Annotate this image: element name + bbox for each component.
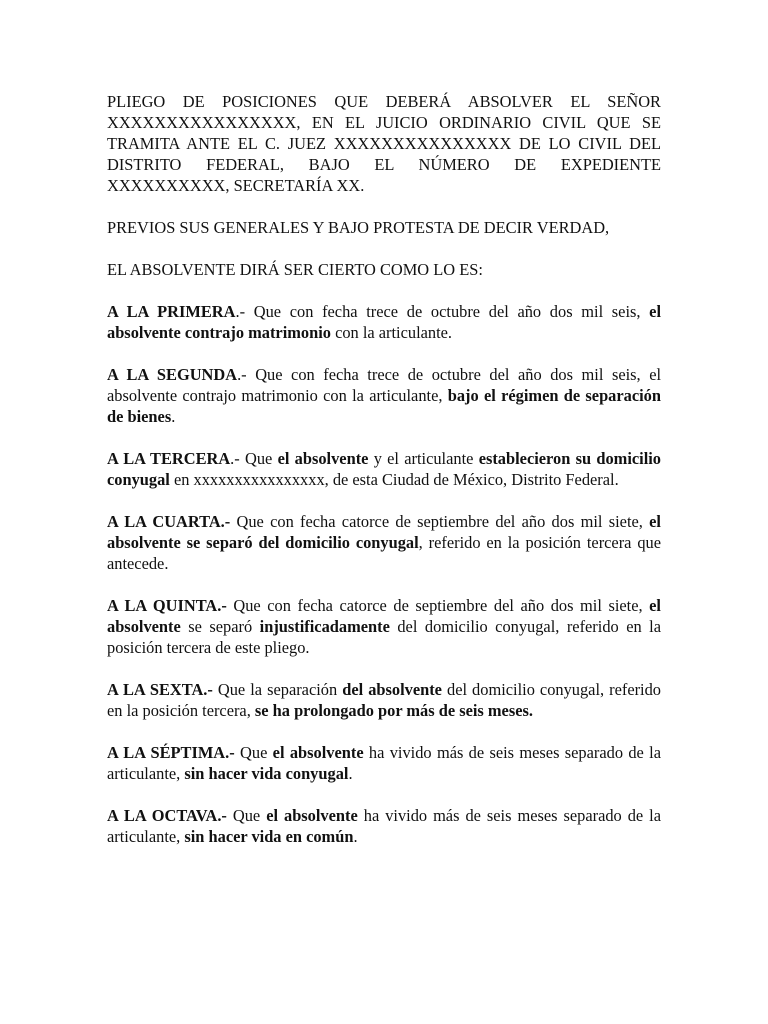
position-quinta (107, 595, 661, 658)
intro-text: EL ABSOLVENTE DIRÁ SER CIERTO COMO LO ES: (107, 260, 483, 279)
position-emphasis: el absolvente (266, 806, 358, 825)
position-text: y el articulante (368, 449, 479, 468)
position-text: , referido en la posición tercera que antecede. (107, 533, 661, 573)
position-text: del domicilio conyugal, referido en la posición tercera de este pliego. (107, 617, 661, 657)
position-emphasis: bajo el régimen de separación de bienes (107, 386, 661, 426)
position-text: Que con fecha catorce de septiembre del año dos mil siete, (226, 596, 650, 615)
position-segunda (107, 364, 661, 427)
position-label: A LA SEGUNDA (107, 365, 238, 384)
position-text: Que (226, 806, 267, 825)
position-text: Que (234, 743, 273, 762)
position-text: ha vivido más de seis meses separado de la articulante, (107, 743, 661, 783)
position-emphasis: el absolvente (277, 449, 369, 468)
position-emphasis: se ha prolongado por más de seis meses. (254, 701, 533, 720)
position-text: con la articulante. (330, 323, 453, 342)
position-text: Que con fecha trece de octubre del año dos mil seis, el absolvente contrajo matrimonio con la articulante, (107, 365, 662, 405)
position-sexta (107, 679, 661, 721)
position-text: Que la separación (212, 680, 343, 699)
position-text: en xxxxxxxxxxxxxxxx, de esta Ciudad de México, Distrito Federal. (169, 470, 619, 489)
position-label: A LA OCTAVA.- (107, 806, 227, 825)
position-text: . (353, 827, 358, 846)
position-primera (107, 301, 661, 343)
preamble-text: PREVIOS SUS GENERALES Y BAJO PROTESTA DE DECIR VERDAD, (107, 218, 610, 237)
position-text: del domicilio conyugal, referido en la posición tercera, (107, 680, 662, 720)
position-cuarta (107, 511, 661, 574)
position-text: Que (245, 449, 278, 468)
document-heading: PLIEGO DE POSICIONES QUE DEBERÁ ABSOLVER EL SEÑOR XXXXXXXXXXXXXXXX, EN EL JUICIO ORDINARIO CIVIL QUE SE TRAMITA ANTE EL C. JUEZ XXXXXXXXXXXXXXX DE LO CIVIL DEL DISTRITO FEDERAL, BAJO EL NÚMERO DE EXPEDIENTE XXXXXXXXXX, SECRETARÍA XX. (107, 92, 661, 195)
position-tercera (107, 448, 661, 490)
position-septima (107, 742, 661, 784)
position-text: Que con fecha trece de octubre del año dos mil seis, (253, 302, 650, 321)
position-emphasis: el absolvente (272, 743, 364, 762)
position-label: A LA QUINTA.- (107, 596, 227, 615)
position-emphasis: sin hacer vida en común (184, 827, 354, 846)
position-emphasis: del absolvente (342, 680, 442, 699)
position-text: . (171, 407, 176, 426)
position-label: A LA CUARTA.- (107, 512, 231, 531)
position-emphasis: sin hacer vida conyugal (184, 764, 349, 783)
position-octava (107, 805, 661, 847)
position-emphasis: el absolvente (107, 596, 661, 636)
position-text: Que con fecha catorce de septiembre del año dos mil siete, (230, 512, 650, 531)
position-emphasis: establecieron su domicilio conyugal (107, 449, 662, 489)
position-label: A LA TERCERA (107, 449, 231, 468)
position-emphasis: el absolvente contrajo matrimonio (107, 302, 662, 342)
position-emphasis: el absolvente se separó del domicilio conyugal (107, 512, 661, 552)
position-label: A LA SEXTA.- (107, 680, 213, 699)
position-emphasis: injustificadamente (259, 617, 390, 636)
position-label: A LA SÉPTIMA.- (107, 743, 235, 762)
position-text: . (348, 764, 353, 783)
position-separator: .- (237, 365, 256, 384)
position-text: ha vivido más de seis meses separado de la articulante, (107, 806, 662, 846)
position-separator: .- (230, 449, 245, 468)
document-page (107, 91, 661, 868)
position-separator: .- (235, 302, 254, 321)
position-text: se separó (180, 617, 260, 636)
position-label: A LA PRIMERA (107, 302, 236, 321)
